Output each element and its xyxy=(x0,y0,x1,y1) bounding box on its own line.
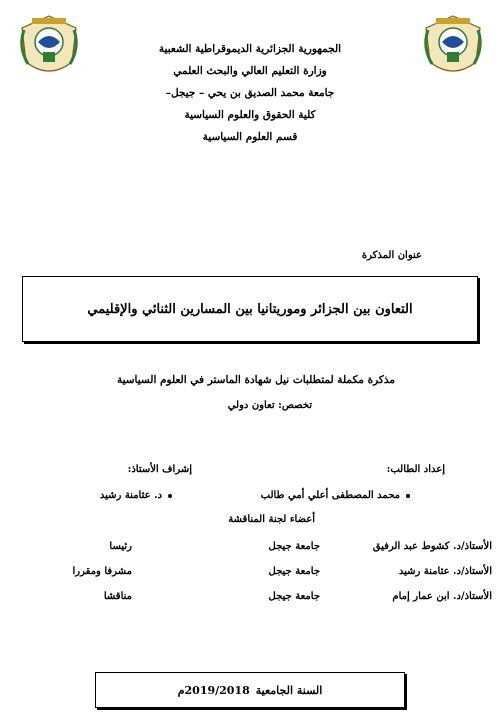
committee-member-2-university: جامعة جيجل xyxy=(268,566,320,577)
committee-heading: أعضاء لجنة المناقشة xyxy=(228,514,315,525)
student-name: محمد المصطفى أعلي أمي طالب xyxy=(260,490,400,501)
thesis-title-box xyxy=(22,276,478,342)
committee-member-2-name: الأستاذ/د. عثامنة رشيد xyxy=(398,566,492,577)
academic-year-box xyxy=(95,672,405,708)
header-department: قسم العلوم السياسية xyxy=(202,131,298,143)
thesis-specialty: تخصص: تعاون دولي xyxy=(227,400,312,411)
committee-member-3-name: الأستاذ/د. ابن عمار إمام xyxy=(392,591,492,602)
bullet-icon xyxy=(168,494,172,498)
thesis-description: مذكرة مكملة لمتطلبات نيل شهادة الماستر في العلوم السياسية xyxy=(116,374,395,386)
academic-year-label: السنة الجامعية xyxy=(255,683,323,697)
student-entry xyxy=(261,490,410,501)
header-faculty: كلية الحقوق والعلوم السياسية xyxy=(184,109,316,121)
thesis-title: التعاون بين الجزائر وموريتانيا بين المسارين الثنائي والإقليمي xyxy=(87,301,413,317)
academic-year-value: 2019/2018م xyxy=(177,683,250,697)
header-university: جامعة محمد الصديق بن يحي – جيجل– xyxy=(165,87,335,99)
supervisor-label: إشراف الأستاذ: xyxy=(127,464,192,475)
committee-member-1-name: الأستاذ/د. كشوط عبد الرفيق xyxy=(372,541,492,552)
student-label: إعداد الطالب: xyxy=(386,464,445,475)
header-ministry: وزارة التعليم العالي والبحث العلمي xyxy=(173,65,327,77)
committee-member-1-university: جامعة جيجل xyxy=(268,541,320,552)
header-republic: الجمهورية الجزائرية الديموقراطية الشعبية xyxy=(158,43,342,55)
committee-member-3-role: مناقشا xyxy=(103,591,132,602)
committee-member-1-role: رئيسا xyxy=(109,541,132,552)
supervisor-name: د. عثامنة رشيد xyxy=(99,490,162,501)
title-label: عنوان المذكرة xyxy=(361,250,422,261)
bullet-icon xyxy=(406,494,410,498)
committee-member-2-role: مشرفا ومقررا xyxy=(72,566,132,577)
committee-member-3-university: جامعة جيجل xyxy=(268,591,320,602)
supervisor-entry xyxy=(100,490,172,501)
